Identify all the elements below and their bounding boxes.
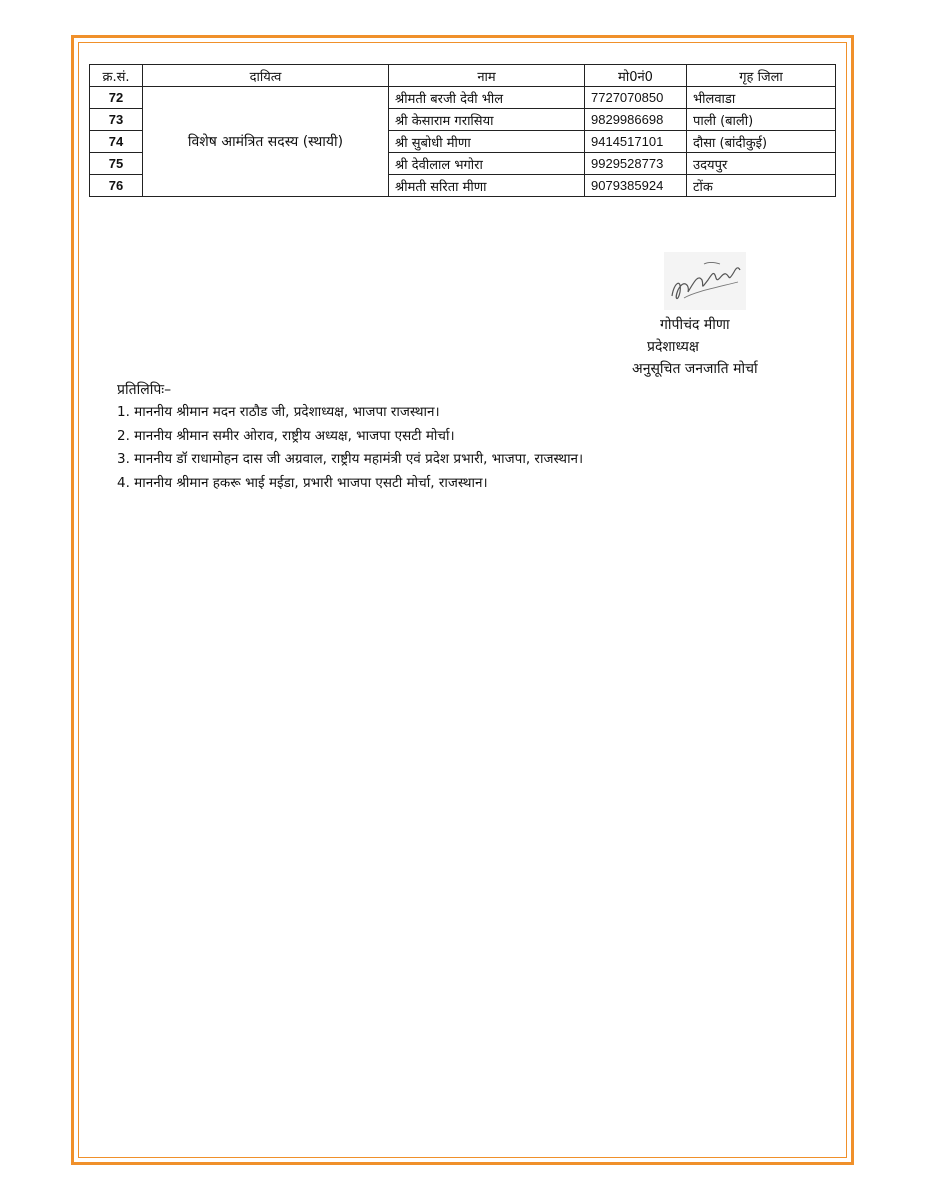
row-sn: 72: [90, 87, 143, 109]
signature-image: [664, 252, 746, 310]
row-district: दौसा (बांदीकुई): [687, 131, 836, 153]
row-sn: 74: [90, 131, 143, 153]
signatory-post: प्रदेशाध्यक्ष: [647, 339, 699, 355]
row-mobile: 9929528773: [585, 153, 687, 175]
row-name: श्रीमती सरिता मीणा: [389, 175, 585, 197]
row-district: उदयपुर: [687, 153, 836, 175]
copy-to-list: [117, 401, 583, 495]
list-item: 4. माननीय श्रीमान हकरू भाई मईडा, प्रभारी भाजपा एसटी मोर्चा, राजस्थान।: [117, 474, 488, 491]
row-name: श्री सुबोधी मीणा: [389, 131, 585, 153]
row-name: श्रीमती बरजी देवी भील: [389, 87, 585, 109]
header-role: दायित्व: [143, 65, 389, 87]
table-row: [90, 87, 836, 109]
table-header-row: [90, 65, 836, 87]
list-item: 1. माननीय श्रीमान मदन राठौड जी, प्रदेशाध्यक्ष, भाजपा राजस्थान।: [117, 404, 440, 420]
row-sn: 75: [90, 153, 143, 175]
role-cell: विशेष आमंत्रित सदस्य (स्थायी): [143, 87, 389, 197]
list-item: 3. माननीय डॉ राधामोहन दास जी अग्रवाल, राष्ट्रीय महामंत्री एवं प्रदेश प्रभारी, भाजपा, राजस्थान।: [117, 451, 584, 467]
row-mobile: 9414517101: [585, 131, 687, 153]
row-name: श्री केसाराम गरासिया: [389, 109, 585, 131]
signatory-name: गोपीचंद मीणा: [660, 317, 730, 333]
row-sn: 76: [90, 175, 143, 197]
header-name: नाम: [389, 65, 585, 87]
signatory-org: अनुसूचित जनजाति मोर्चा: [632, 361, 758, 377]
list-item: 2. माननीय श्रीमान समीर ओराव, राष्ट्रीय अध्यक्ष, भाजपा एसटी मोर्चा।: [117, 427, 455, 444]
row-mobile: 9829986698: [585, 109, 687, 131]
copy-to-title: प्रतिलिपिः–: [117, 382, 172, 398]
row-name: श्री देवीलाल भगोरा: [389, 153, 585, 175]
row-mobile: 9079385924: [585, 175, 687, 197]
row-district: पाली (बाली): [687, 109, 836, 131]
row-mobile: 7727070850: [585, 87, 687, 109]
row-district: भीलवाडा: [687, 87, 836, 109]
header-district: गृह जिला: [687, 65, 836, 87]
header-mobile: मो0नं0: [585, 65, 687, 87]
row-sn: 73: [90, 109, 143, 131]
members-table: [89, 64, 836, 197]
header-sn: क्र.सं.: [90, 65, 143, 87]
signature-scribble: [664, 252, 746, 310]
row-district: टोंक: [687, 175, 836, 197]
page-border-inner: [78, 42, 847, 1158]
